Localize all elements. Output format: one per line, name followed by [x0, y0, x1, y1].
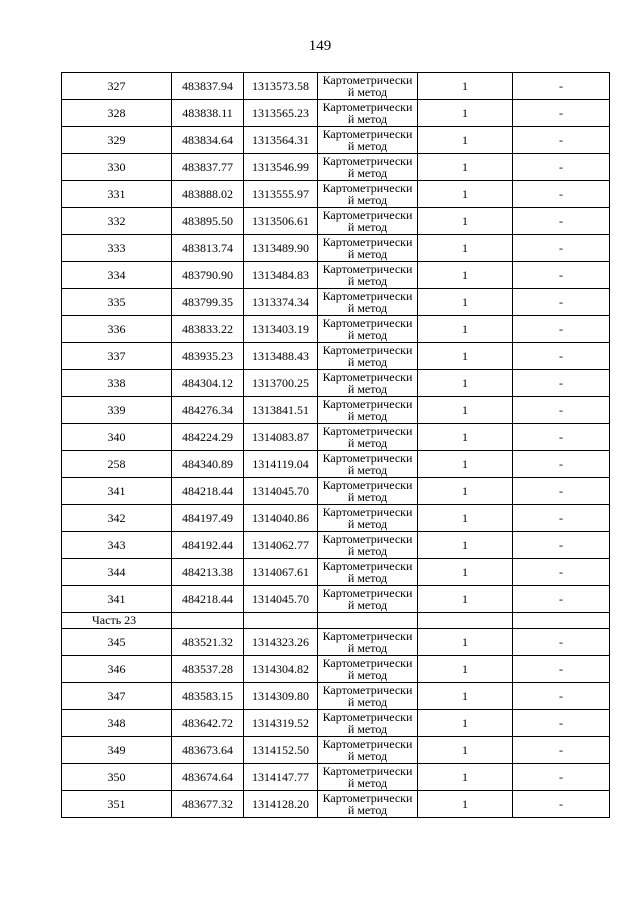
description-cell: - [513, 343, 610, 370]
method-cell [318, 764, 418, 791]
y-coordinate-cell: 1313700.25 [244, 370, 318, 397]
method-line-2: й метод [347, 139, 388, 153]
y-coordinate-cell: 1314062.77 [244, 532, 318, 559]
y-coordinate-cell: 1313489.90 [244, 235, 318, 262]
method-cell [318, 181, 418, 208]
accuracy-cell: 1 [418, 262, 513, 289]
method-line-2: й метод [347, 382, 388, 396]
method-line-1: Картометрически [322, 73, 413, 87]
x-coordinate-cell: 483537.28 [172, 656, 244, 683]
method-cell [318, 683, 418, 710]
method-line-1: Картометрически [322, 451, 413, 465]
part-header-row [62, 613, 610, 629]
accuracy-cell: 1 [418, 181, 513, 208]
method-line-1: Картометрически [322, 710, 413, 724]
point-number-cell: 332 [62, 208, 172, 235]
y-coordinate-cell: 1313555.97 [244, 181, 318, 208]
y-coordinate-cell: 1314045.70 [244, 478, 318, 505]
method-line-2: й метод [347, 220, 388, 234]
x-coordinate-cell: 483895.50 [172, 208, 244, 235]
description-cell: - [513, 737, 610, 764]
point-number-cell: 335 [62, 289, 172, 316]
method-line-1: Картометрически [322, 629, 413, 643]
point-number-cell: 333 [62, 235, 172, 262]
method-cell [318, 127, 418, 154]
description-cell: - [513, 73, 610, 100]
point-number-cell: 348 [62, 710, 172, 737]
description-cell: - [513, 791, 610, 818]
method-line-2: й метод [347, 749, 388, 763]
point-number-cell: 258 [62, 451, 172, 478]
table-body-part-a [62, 73, 610, 613]
method-line-1: Картометрически [322, 586, 413, 600]
table-row [62, 262, 610, 289]
table-row [62, 478, 610, 505]
method-cell [318, 397, 418, 424]
method-line-2: й метод [347, 436, 388, 450]
y-coordinate-cell: 1313374.34 [244, 289, 318, 316]
accuracy-cell: 1 [418, 235, 513, 262]
y-coordinate-cell: 1313403.19 [244, 316, 318, 343]
y-coordinate-cell: 1314083.87 [244, 424, 318, 451]
table-row [62, 289, 610, 316]
accuracy-cell: 1 [418, 73, 513, 100]
method-line-2: й метод [347, 247, 388, 261]
point-number-cell: 351 [62, 791, 172, 818]
accuracy-cell: 1 [418, 683, 513, 710]
accuracy-cell: 1 [418, 629, 513, 656]
accuracy-cell: 1 [418, 656, 513, 683]
point-number-cell: 349 [62, 737, 172, 764]
method-line-2: й метод [347, 695, 388, 709]
method-line-1: Картометрически [322, 181, 413, 195]
table-row [62, 656, 610, 683]
y-coordinate-cell: 1314128.20 [244, 791, 318, 818]
method-line-2: й метод [347, 803, 388, 817]
y-coordinate-cell: 1313506.61 [244, 208, 318, 235]
method-cell [318, 370, 418, 397]
method-line-2: й метод [347, 193, 388, 207]
point-number-cell: 345 [62, 629, 172, 656]
table-row [62, 505, 610, 532]
description-cell: - [513, 505, 610, 532]
method-line-1: Картометрически [322, 737, 413, 751]
method-line-2: й метод [347, 776, 388, 790]
x-coordinate-cell: 483583.15 [172, 683, 244, 710]
method-line-1: Картометрически [322, 289, 413, 303]
x-coordinate-cell: 483799.35 [172, 289, 244, 316]
description-cell: - [513, 127, 610, 154]
point-number-cell: 337 [62, 343, 172, 370]
method-line-2: й метод [347, 355, 388, 369]
method-line-1: Картометрически [322, 343, 413, 357]
table-row [62, 683, 610, 710]
method-line-1: Картометрически [322, 208, 413, 222]
method-cell [318, 710, 418, 737]
x-coordinate-cell: 483935.23 [172, 343, 244, 370]
accuracy-cell: 1 [418, 289, 513, 316]
empty-cell [318, 613, 418, 629]
table-row [62, 154, 610, 181]
method-line-1: Картометрически [322, 791, 413, 805]
point-number-cell: 350 [62, 764, 172, 791]
method-line-2: й метод [347, 409, 388, 423]
method-cell [318, 737, 418, 764]
accuracy-cell: 1 [418, 451, 513, 478]
x-coordinate-cell: 484213.38 [172, 559, 244, 586]
description-cell: - [513, 559, 610, 586]
y-coordinate-cell: 1314067.61 [244, 559, 318, 586]
x-coordinate-cell: 484276.34 [172, 397, 244, 424]
x-coordinate-cell: 483813.74 [172, 235, 244, 262]
description-cell: - [513, 370, 610, 397]
table-row [62, 586, 610, 613]
table-row [62, 532, 610, 559]
y-coordinate-cell: 1313564.31 [244, 127, 318, 154]
accuracy-cell: 1 [418, 397, 513, 424]
y-coordinate-cell: 1314045.70 [244, 586, 318, 613]
description-cell: - [513, 100, 610, 127]
table-row [62, 710, 610, 737]
table-row [62, 764, 610, 791]
page-number: 149 [308, 38, 332, 54]
point-number-cell: 336 [62, 316, 172, 343]
accuracy-cell: 1 [418, 791, 513, 818]
table-row [62, 343, 610, 370]
y-coordinate-cell: 1313565.23 [244, 100, 318, 127]
point-number-cell: 338 [62, 370, 172, 397]
accuracy-cell: 1 [418, 478, 513, 505]
method-line-1: Картометрически [322, 397, 413, 411]
table-section-header [62, 613, 610, 629]
accuracy-cell: 1 [418, 154, 513, 181]
x-coordinate-cell: 484224.29 [172, 424, 244, 451]
x-coordinate-cell: 483673.64 [172, 737, 244, 764]
point-number-cell: 347 [62, 683, 172, 710]
table-row [62, 629, 610, 656]
description-cell: - [513, 181, 610, 208]
point-number-cell: 344 [62, 559, 172, 586]
y-coordinate-cell: 1313546.99 [244, 154, 318, 181]
description-cell: - [513, 289, 610, 316]
y-coordinate-cell: 1314304.82 [244, 656, 318, 683]
point-number-cell: 328 [62, 100, 172, 127]
y-coordinate-cell: 1314040.86 [244, 505, 318, 532]
method-cell [318, 505, 418, 532]
method-line-2: й метод [347, 112, 388, 126]
description-cell: - [513, 208, 610, 235]
method-line-2: й метод [347, 463, 388, 477]
method-cell [318, 478, 418, 505]
y-coordinate-cell: 1314119.04 [244, 451, 318, 478]
point-number-cell: 340 [62, 424, 172, 451]
table-row [62, 316, 610, 343]
x-coordinate-cell: 483834.64 [172, 127, 244, 154]
description-cell: - [513, 710, 610, 737]
accuracy-cell: 1 [418, 586, 513, 613]
method-cell [318, 451, 418, 478]
method-cell [318, 424, 418, 451]
y-coordinate-cell: 1314323.26 [244, 629, 318, 656]
point-number-cell: 339 [62, 397, 172, 424]
accuracy-cell: 1 [418, 532, 513, 559]
coordinates-table [61, 72, 610, 818]
point-number-cell: 327 [62, 73, 172, 100]
method-cell [318, 289, 418, 316]
method-line-2: й метод [347, 328, 388, 342]
y-coordinate-cell: 1313573.58 [244, 73, 318, 100]
empty-cell [513, 613, 610, 629]
description-cell: - [513, 656, 610, 683]
accuracy-cell: 1 [418, 208, 513, 235]
point-number-cell: 341 [62, 586, 172, 613]
point-number-cell: 341 [62, 478, 172, 505]
method-line-2: й метод [347, 517, 388, 531]
method-line-2: й метод [347, 668, 388, 682]
part-label: Часть 23 [62, 613, 172, 629]
accuracy-cell: 1 [418, 127, 513, 154]
x-coordinate-cell: 483677.32 [172, 791, 244, 818]
x-coordinate-cell: 483837.94 [172, 73, 244, 100]
method-line-2: й метод [347, 598, 388, 612]
method-line-1: Картометрически [322, 262, 413, 276]
table-row [62, 235, 610, 262]
description-cell: - [513, 235, 610, 262]
table-row [62, 791, 610, 818]
empty-cell [418, 613, 513, 629]
point-number-cell: 343 [62, 532, 172, 559]
x-coordinate-cell: 484192.44 [172, 532, 244, 559]
method-cell [318, 208, 418, 235]
y-coordinate-cell: 1313484.83 [244, 262, 318, 289]
description-cell: - [513, 532, 610, 559]
accuracy-cell: 1 [418, 737, 513, 764]
method-line-1: Картометрически [322, 424, 413, 438]
description-cell: - [513, 478, 610, 505]
x-coordinate-cell: 483833.22 [172, 316, 244, 343]
y-coordinate-cell: 1314319.52 [244, 710, 318, 737]
accuracy-cell: 1 [418, 316, 513, 343]
point-number-cell: 329 [62, 127, 172, 154]
method-line-1: Картометрически [322, 559, 413, 573]
table-row [62, 424, 610, 451]
description-cell: - [513, 424, 610, 451]
table-row [62, 370, 610, 397]
x-coordinate-cell: 483838.11 [172, 100, 244, 127]
method-line-1: Картометрически [322, 764, 413, 778]
point-number-cell: 330 [62, 154, 172, 181]
method-line-2: й метод [347, 544, 388, 558]
method-line-1: Картометрически [322, 154, 413, 168]
accuracy-cell: 1 [418, 764, 513, 791]
x-coordinate-cell: 484340.89 [172, 451, 244, 478]
method-line-2: й метод [347, 722, 388, 736]
table-row [62, 559, 610, 586]
accuracy-cell: 1 [418, 424, 513, 451]
y-coordinate-cell: 1314147.77 [244, 764, 318, 791]
table-body-part-b [62, 629, 610, 818]
x-coordinate-cell: 483888.02 [172, 181, 244, 208]
accuracy-cell: 1 [418, 370, 513, 397]
x-coordinate-cell: 484197.49 [172, 505, 244, 532]
accuracy-cell: 1 [418, 710, 513, 737]
empty-cell [244, 613, 318, 629]
x-coordinate-cell: 483642.72 [172, 710, 244, 737]
x-coordinate-cell: 483674.64 [172, 764, 244, 791]
point-number-cell: 334 [62, 262, 172, 289]
method-line-1: Картометрически [322, 370, 413, 384]
method-line-2: й метод [347, 166, 388, 180]
method-line-2: й метод [347, 641, 388, 655]
method-cell [318, 559, 418, 586]
method-cell [318, 235, 418, 262]
method-cell [318, 100, 418, 127]
table-row [62, 73, 610, 100]
x-coordinate-cell: 483837.77 [172, 154, 244, 181]
accuracy-cell: 1 [418, 100, 513, 127]
method-line-2: й метод [347, 301, 388, 315]
method-line-1: Картометрически [322, 235, 413, 249]
accuracy-cell: 1 [418, 505, 513, 532]
method-cell [318, 316, 418, 343]
method-line-1: Картометрически [322, 505, 413, 519]
description-cell: - [513, 154, 610, 181]
method-line-1: Картометрически [322, 478, 413, 492]
description-cell: - [513, 262, 610, 289]
method-cell [318, 532, 418, 559]
method-cell [318, 656, 418, 683]
x-coordinate-cell: 484218.44 [172, 478, 244, 505]
method-line-1: Картометрически [322, 316, 413, 330]
method-cell [318, 629, 418, 656]
method-cell [318, 791, 418, 818]
table-row [62, 127, 610, 154]
y-coordinate-cell: 1313488.43 [244, 343, 318, 370]
description-cell: - [513, 451, 610, 478]
method-cell [318, 586, 418, 613]
table-row [62, 100, 610, 127]
accuracy-cell: 1 [418, 559, 513, 586]
y-coordinate-cell: 1314152.50 [244, 737, 318, 764]
method-line-1: Картометрически [322, 127, 413, 141]
x-coordinate-cell: 483521.32 [172, 629, 244, 656]
method-line-2: й метод [347, 274, 388, 288]
description-cell: - [513, 629, 610, 656]
method-line-2: й метод [347, 490, 388, 504]
method-cell [318, 154, 418, 181]
table-row [62, 451, 610, 478]
method-line-1: Картометрически [322, 532, 413, 546]
method-cell [318, 73, 418, 100]
description-cell: - [513, 316, 610, 343]
table-row [62, 737, 610, 764]
method-line-2: й метод [347, 571, 388, 585]
method-line-2: й метод [347, 85, 388, 99]
description-cell: - [513, 764, 610, 791]
y-coordinate-cell: 1314309.80 [244, 683, 318, 710]
x-coordinate-cell: 483790.90 [172, 262, 244, 289]
point-number-cell: 346 [62, 656, 172, 683]
description-cell: - [513, 586, 610, 613]
table-row [62, 208, 610, 235]
method-cell [318, 343, 418, 370]
table-row [62, 181, 610, 208]
x-coordinate-cell: 484218.44 [172, 586, 244, 613]
y-coordinate-cell: 1313841.51 [244, 397, 318, 424]
empty-cell [172, 613, 244, 629]
method-line-1: Картометрически [322, 100, 413, 114]
point-number-cell: 342 [62, 505, 172, 532]
method-line-1: Картометрически [322, 683, 413, 697]
point-number-cell: 331 [62, 181, 172, 208]
method-cell [318, 262, 418, 289]
description-cell: - [513, 683, 610, 710]
accuracy-cell: 1 [418, 343, 513, 370]
table-row [62, 397, 610, 424]
x-coordinate-cell: 484304.12 [172, 370, 244, 397]
method-line-1: Картометрически [322, 656, 413, 670]
description-cell: - [513, 397, 610, 424]
